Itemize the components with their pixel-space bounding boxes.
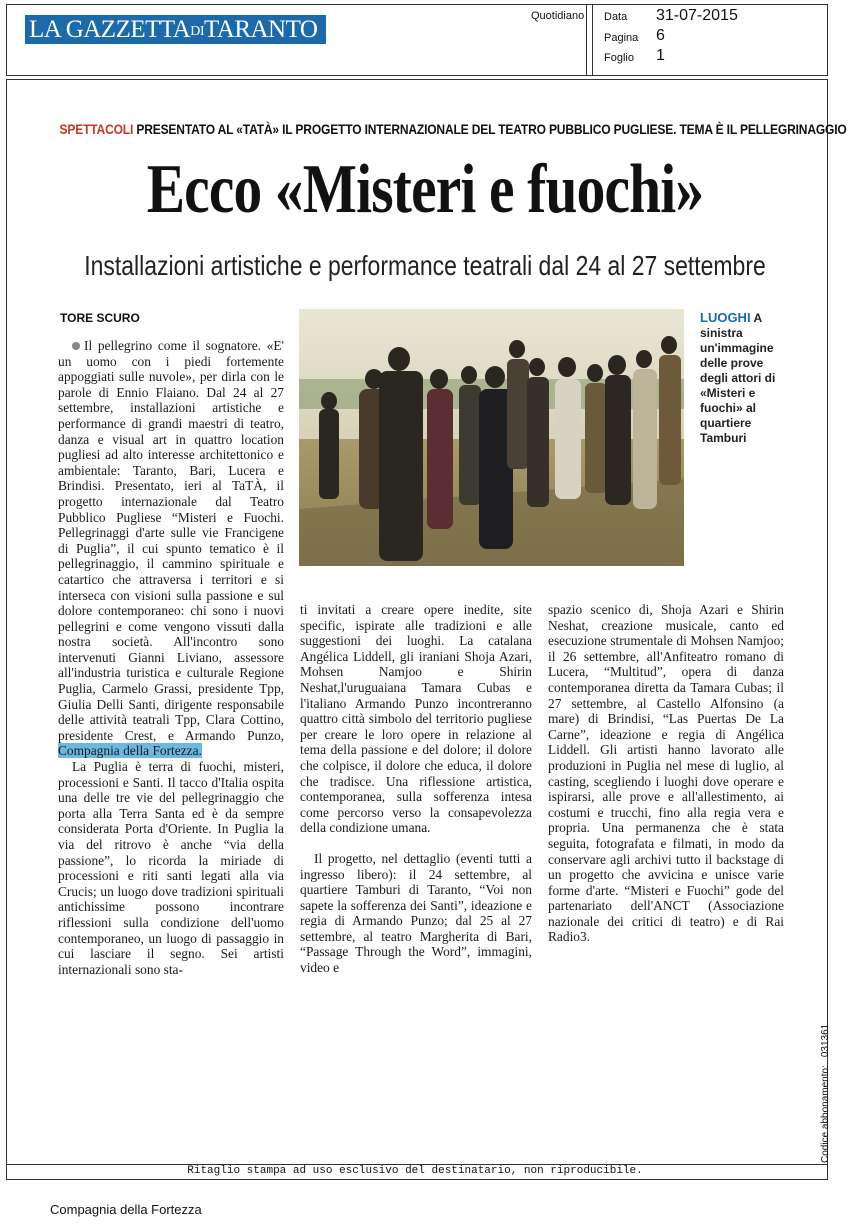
article-column-3 bbox=[548, 602, 784, 945]
header-divider bbox=[592, 4, 593, 76]
page-label: Pagina bbox=[604, 32, 639, 44]
paragraph: La Puglia è terra di fuochi, misteri, processioni e Santi. Il tacco d'Italia ospita una delle tre vie del pellegrinaggio che porta alla Terra Santa ed è da sempre considerata Porta d'Oriente. In Puglia la via del ritrovo è anche “via della passione”, lo ricorda la miriade di processioni e riti santi legati alla via Crucis; un luogo dove tradizioni spirituali antichissime possono incontrare riflessioni sulla condizione dell'uomo contemporaneo, un luogo di passaggio in cui lasciare il segno. Sei artisti internazionali sono sta- bbox=[58, 759, 284, 977]
page-value: 6 bbox=[656, 27, 665, 44]
publication-type: Quotidiano bbox=[531, 10, 585, 22]
paragraph: spazio scenico di, Shoja Azari e Shirin Neshat, creazione musicale, canto ed esecuzione strumentale di Mohsen Namjoo; il 26 settembre, all'Anfiteatro romano di Lucera, “Multitud”, opera di danza contemporanea diretta da Tamara Cubas; il 27 settembre, al Castello Alfonsino (a mare) di Brindisi, “Las Puertas De La Carne”, ideazione e regia di Angélica Liddell. Gli artisti hanno lavorato alle produzioni in Puglia nel mese di luglio, al casting, scegliendo i luoghi dove operare e ispirarsi, alle prove e all'allestimento, ai costumi e trucchi, fino alla regia vera e propria. Una permanenza che è stata seguita, fotografata e filmati, in modo da conservare agli archivi tutto il backstage di un progetto che avvicina e unisce varie forme d'arte. “Misteri e Fuochi” gode del partenariato dell'ANCT (Associazione nazionale dei critici di teatro) e di Rai Radio3. bbox=[548, 602, 784, 945]
caption-text: A sinistra un'immagine delle prove degli attori di «Misteri e fuochi» al quartiere Tamburi bbox=[700, 311, 776, 445]
article-column-2 bbox=[300, 602, 532, 976]
date-label: Data bbox=[604, 11, 628, 23]
section-label: SPETTACOLI bbox=[59, 121, 134, 137]
article-column-1 bbox=[58, 338, 284, 977]
caption-tag: LUOGHI bbox=[700, 310, 751, 325]
photo-image bbox=[299, 309, 684, 566]
article-headline: Ecco «Misteri e fuochi» bbox=[146, 151, 704, 228]
bottom-note: Compagnia della Fortezza bbox=[50, 1202, 202, 1217]
photo-caption bbox=[700, 310, 790, 446]
highlighted-text: Compagnia della Fortezza. bbox=[58, 743, 202, 759]
header-divider bbox=[586, 4, 587, 76]
paragraph: ti invitati a creare opere inedite, site specific, ispirate alle tradizioni e alle suggestioni dei luoghi. La catalana Angélica Liddell, gli iraniani Shoja Azari, Mohsen Namjoo e Shirin Neshat,l'uruguaiana Tamara Cubas e l'italiano Armando Punzo incontreranno quattro città simbolo del territorio pugliese per creare le loro opere in relazione al tema della passione e del dolore; il dolore che colpisce, il dolore che educa, il dolore che tradisce. Una riflessione artistica, contemporanea, sulla sofferenza intesa come percorso verso la consapevolezza della condizione umana. bbox=[300, 602, 532, 836]
subscription-code bbox=[820, 1024, 831, 1163]
sheet-label: Foglio bbox=[604, 52, 634, 64]
sheet-value: 1 bbox=[656, 47, 665, 64]
newspaper-logo bbox=[25, 15, 326, 44]
subscription-code-value: 031361 bbox=[820, 1023, 831, 1058]
logo-text: LA GAZZETTA bbox=[29, 16, 191, 43]
bullet-icon bbox=[72, 342, 80, 350]
logo-city-text: TARANTO bbox=[204, 16, 318, 43]
date-value: 31-07-2015 bbox=[656, 7, 738, 24]
logo-small-text: DI bbox=[190, 24, 204, 39]
article-photo bbox=[299, 309, 684, 566]
subscription-code-label: Codice abbonamento: bbox=[820, 1065, 831, 1163]
paragraph: Il progetto, nel dettaglio (eventi tutti a ingresso libero): il 24 settembre, al quartiere Tamburi di Taranto, “Voi non sapete la sofferenza dei Santi”, ideazione e regia di Armando Punzo; dal 25 al 27 settembre, al teatro Margherita di Bari, “Passage Through the Word”, immagini, video e bbox=[300, 850, 532, 976]
kicker-text: PRESENTATO AL «TATÀ» IL PROGETTO INTERNAZIONALE DEL TEATRO PUBBLICO PUGLIESE. TEMA È IL PELLEGRINAGGIO bbox=[136, 121, 847, 137]
paragraph bbox=[58, 338, 284, 759]
paragraph-text: Il pellegrino come il sognatore. «E' un uomo con i piedi fortemente appoggiati sulle nuvole», per dirla con le parole di Ennio Flaiano. Dal 24 al 27 settembre, installazioni artistiche e performance di grandi maestri di teatro, danza e visual art in quattro location pugliesi ad alto interesse architettonico e ambientale: Taranto, Bari, Lucera e Brindisi. Presentato, ieri al TaTÀ, il progetto internazionale dal Teatro Pubblico Pugliese “Misteri e Fuochi. Pellegrinaggi d'arte sulle vie Francigene di Puglia”, il cui spunto tematico è il pellegrinaggio, il cammino spirituale e catartico che attraversa i territori e si interseca con visioni sulla passione e sul dolore contemporaneo: chi sono i nuovi pellegrini e come vengono vissuti dalla nostra società. All'incontro sono intervenuti Gianni Liviano, assessore all'industria turistica e culturale Regione Puglia, Carmelo Grassi, presidente Tpp, Giulia Delli Santi, dirigente responsabile delle attività teatrali Tpp, Clara Cottino, presidente Crest, e Armando Punzo, bbox=[58, 338, 284, 743]
article-author: TORE SCURO bbox=[60, 311, 140, 325]
article-subhead: Installazioni artistiche e performance teatrali dal 24 al 27 settembre bbox=[84, 250, 766, 281]
article-kicker bbox=[59, 121, 847, 137]
reproduction-notice: Ritaglio stampa ad uso esclusivo del destinatario, non riproducibile. bbox=[187, 1165, 643, 1177]
